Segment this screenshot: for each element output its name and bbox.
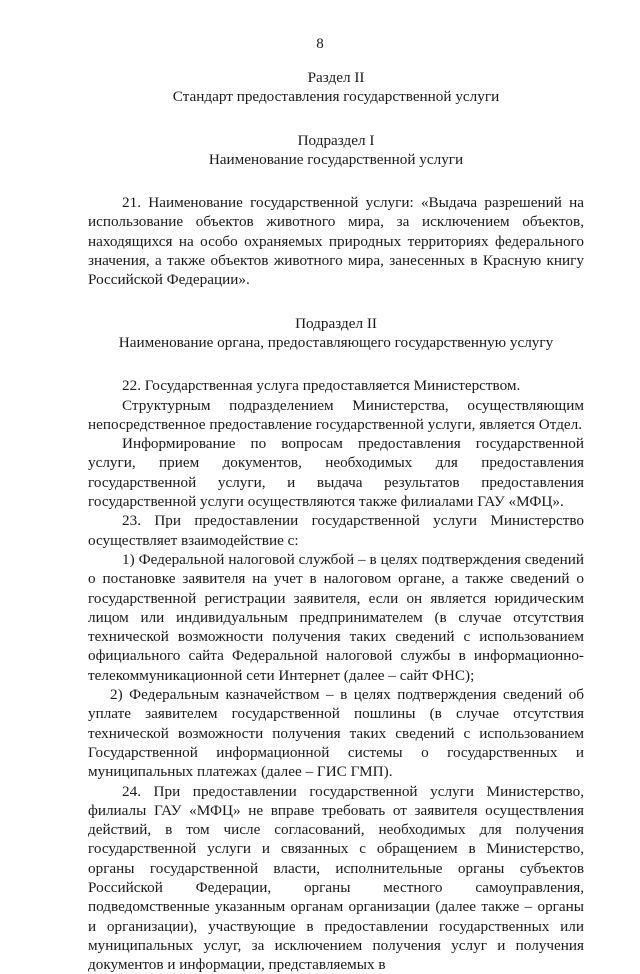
paragraph-24: 24. При предоставлении государственной услуги Министерство, филиалы ГАУ «МФЦ» не вправе требовать от заявителя осуществления действий, в том числе согласований, необходимых для получения государственной услуги и связанных с обращением в Министерство, органы государственной власти, исполнительные органы субъектов Российской Федерации, органы местного самоуправления, подведомственные указанным органам организации (далее также – органы и организации), участвующие в предоставлении государственных или муниципальных услуг, за исключением получения услуг и получения документов и информации, представляемых в — [88, 782, 584, 974]
paragraph-23-item-2: 2) Федеральным казначейством – в целях подтверждения сведений об уплате заявителем государственной пошлины (в случае отсутствия технической возможности получения таких сведений с использованием Государственной информационной системы о государственных и муниципальных платежах (далее – ГИС ГМП). — [88, 685, 584, 781]
subsection1-subtitle: Наименование государственной услуги — [88, 150, 584, 169]
section-title: Раздел II — [88, 68, 584, 87]
paragraph-23-item-1: 1) Федеральной налоговой службой – в целях подтверждения сведений о постановке заявителя на учет в налоговом органе, а также сведений о государственной регистрации заявителя, если он является юридическим лицом или индивидуальным предпринимателем (в случае отсутствия технической возможности получения таких сведений с использованием официального сайта Федеральной налоговой службы в информационно-телекоммуникационной сети Интернет (далее – сайт ФНС); — [88, 550, 584, 685]
subsection2-subtitle: Наименование органа, предоставляющего государственную услугу — [88, 333, 584, 352]
paragraph-23: 23. При предоставлении государственной услуги Министерство осуществляет взаимодействие с: — [88, 511, 584, 550]
paragraph-22-informing: Информирование по вопросам предоставления государственной услуги, прием документов, необходимых для предоставления государственной услуги, и выдача результатов предоставления государственной услуги осуществляются также филиалами ГАУ «МФЦ». — [88, 434, 584, 511]
paragraph-22: 22. Государственная услуга предоставляется Министерством. — [88, 376, 584, 395]
paragraph-22-structural-unit: Структурным подразделением Министерства, осуществляющим непосредственное предоставление государственной услуги, является Отдел. — [88, 396, 584, 435]
section-subtitle: Стандарт предоставления государственной услуги — [88, 87, 584, 106]
paragraph-21: 21. Наименование государственной услуги: «Выдача разрешений на использование объектов животного мира, за исключением объектов, находящихся на особо охраняемых природных территориях федерального значения, а также объектов животного мира, занесенных в Красную книгу Российской Федерации». — [88, 193, 584, 289]
subsection2-title: Подраздел II — [88, 314, 584, 333]
document-body — [88, 68, 584, 974]
subsection1-title: Подраздел I — [88, 131, 584, 150]
page-number: 8 — [0, 36, 640, 53]
